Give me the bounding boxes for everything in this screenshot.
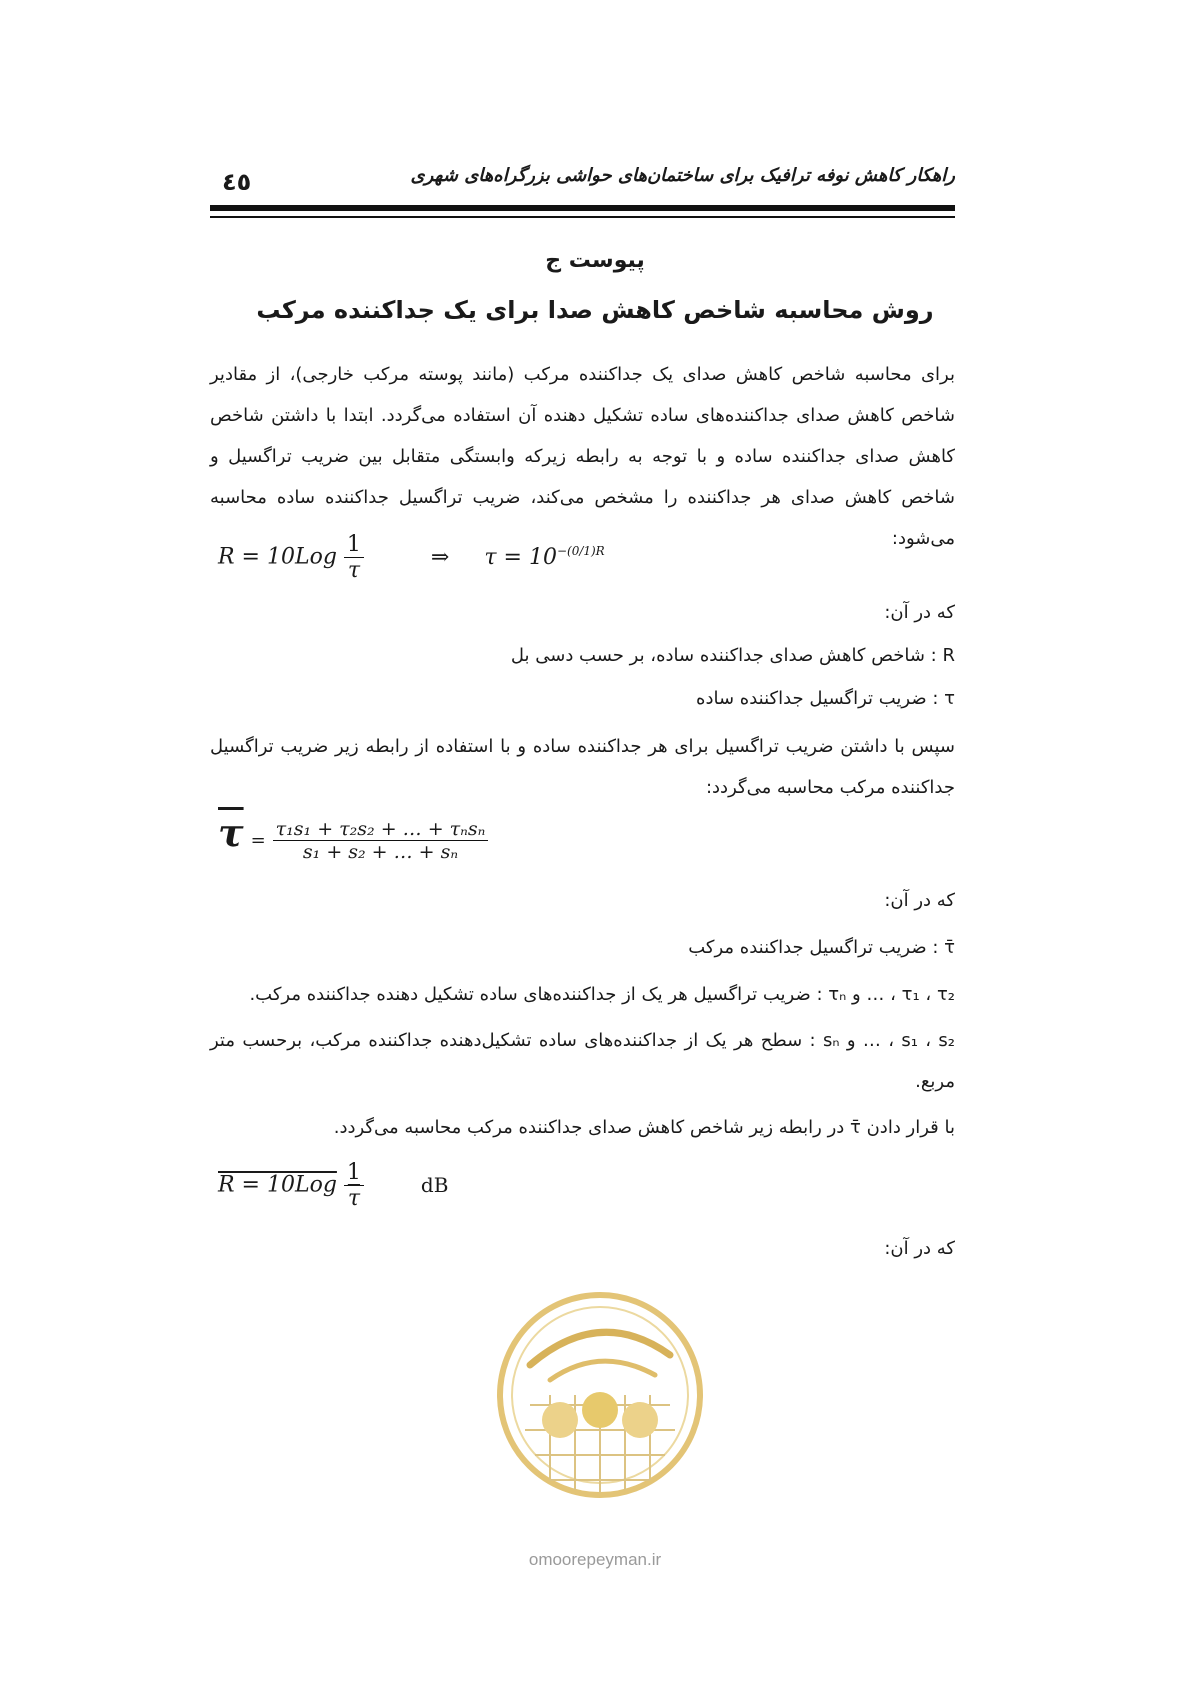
implies-arrow: ⇒ [430,544,450,570]
eq1-denominator: τ [347,558,360,583]
eq2-fraction [273,818,489,863]
eq2-lhs-taubar: $\overline{\tau}$ [218,810,244,855]
eq2-numerator: τ₁s₁ + τ₂s₂ + … + τₙsₙ [273,818,489,841]
eq1-numerator: 1 [344,532,364,558]
watermark-logo [490,1285,710,1505]
eq1-fraction [344,532,364,583]
equation-r-log [218,532,605,583]
eq1-rhs: τ = 10 [484,544,557,570]
where-label-2: که در آن: [884,890,955,911]
where-label-1: که در آن: [884,602,955,623]
eq2-equals: = [250,830,266,851]
page-number: ٤٥ [222,168,252,196]
paragraph-composite: سپس با داشتن ضریب تراگسیل برای هر جداکننده ساده و با استفاده از رابطه زیر ضریب تراگسیل جداکننده مرکب محاسبه می‌گردد: [210,736,955,798]
definition-surfaces: s₁ ، s₂ ، … و sₙ : سطح هر یک از جداکننده‌های ساده تشکیل‌دهنده جداکننده مرکب، برحسب متر مربع. [210,1030,956,1092]
equation-r-composite [218,1160,448,1211]
definition-r: R : شاخص کاهش صدای جداکننده ساده، بر حسب دسی بل [510,645,955,666]
header-rule-thin [210,216,955,218]
appendix-title: پیوست ج [545,248,645,273]
eq3-fraction [344,1160,364,1211]
eq3-unit: dB [420,1172,449,1197]
equation-tau-composite [218,810,488,863]
watermark-url: omoorepeyman.ir [528,1550,662,1569]
header-rule-thick [210,205,955,211]
running-title: راهکار کاهش نوفه ترافیک برای ساختمان‌های حواشی بزرگراه‌های شهری [410,165,955,186]
section-title: روش محاسبه شاخص کاهش صدا برای یک جداکننده مرکب [256,296,934,324]
eq1-exponent: −(0/1)R [556,544,605,559]
eq3-lhs: R = 10Log [218,1172,337,1198]
paragraph-substitute: با قرار دادن τ̄ در رابطه زیر شاخص کاهش صدای جداکننده مرکب محاسبه می‌گردد. [333,1117,955,1138]
definition-tau-components: τ₁ ، τ₂ ، … و τₙ : ضریب تراگسیل هر یک از جداکننده‌های ساده تشکیل دهنده جداکننده مرکب. [249,984,955,1005]
eq3-denominator: τ [347,1186,360,1211]
intro-paragraph: برای محاسبه شاخص کاهش صدای یک جداکننده مرکب (مانند پوسته مرکب خارجی)، از مقادیر شاخص کاهش صدای جداکننده‌های ساده تشکیل دهنده آن استفاده می‌گردد. ابتدا با داشتن شاخص کاهش صدای جداکننده ساده و با توجه به رابطه زیرکه وابستگی متقابل بین ضریب تراگسیل و شاخص کاهش صدای هر جداکننده را مشخص می‌کند، ضریب تراگسیل جداکننده ساده محاسبه می‌شود: [210,364,955,549]
eq1-lhs: R = 10Log [218,544,337,570]
eq3-numerator: 1 [344,1160,364,1186]
where-label-3: که در آن: [884,1238,955,1259]
eq2-denominator: s₁ + s₂ + … + sₙ [302,840,459,863]
definition-tau: τ : ضریب تراگسیل جداکننده ساده [696,688,955,709]
definition-tau-bar: τ̄ : ضریب تراگسیل جداکننده مرکب [688,937,955,958]
